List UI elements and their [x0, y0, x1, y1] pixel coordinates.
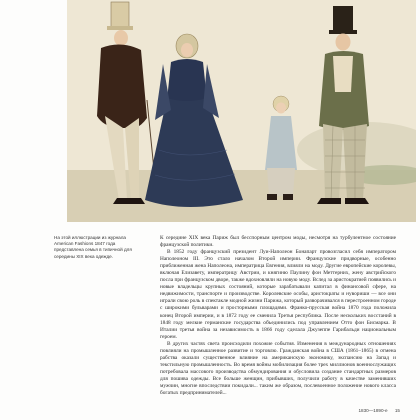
body-text: [160, 235, 396, 397]
hat-brim-right: [329, 30, 357, 34]
illustration-caption: [54, 235, 140, 260]
waistcoat-right: [333, 56, 353, 92]
shoe-right-2: [345, 198, 369, 204]
top-hat-right: [333, 6, 353, 32]
bodice: [167, 59, 207, 103]
page-number: 15: [394, 408, 400, 413]
face-left: [114, 30, 128, 46]
child-shoe-2: [283, 194, 293, 200]
fashion-plate-svg: [67, 0, 416, 222]
page-footer: [330, 408, 400, 413]
top-hat-left: [111, 2, 129, 28]
shoe-right-1: [317, 198, 341, 204]
paragraph-2: В 1852 году французский президент Луи-Наполеон Бонапарт провозгласил себя императором Наполеоном III. Это стало началом Второй империи. Французские придворные, особенно приближенная жена Наполеона, императрица Евгения, влияли на моду. Другие европейские королевы, включая Елизавету, императрицу Австрии, и княгиню Паулину фон Меттерних, жену австрийского посла при французском дворе, также вдохновляли на новую моду. Вслед за аристократией появились и новые владельцы крупных состояний, которые зарабатывали капитал в финансовой сфере, на недвижимости, транспорте и производстве. Королевские особы, аристократы и нувориши — все они играли свою роль в спектакле модной жизни Парижа, который разворачивался в перестроенном городе с широкими бульварами и просторными площадями. Франко-прусская война 1870 года положила конец Второй империи, и в 1872 году ее сменила Третья республика. После нескольких восстаний в 1848 году мелкие германские государства объединились под управлением Отто фон Бисмарка. В Италии третья война за независимость в 1866 году сделала Джузеппе Гарибальди национальным героем.: [160, 249, 396, 340]
face-woman: [181, 43, 193, 57]
paragraph-1: К середине XIX века Париж был бесспорным центром моды, несмотря на турбулентное состояние французской политики.: [160, 235, 396, 249]
caption-text: На этой иллюстрации из журнала American Fashions 1847 года представлена семья в типичной для середины XIX века одежде.: [54, 235, 132, 259]
child-shoe-1: [267, 194, 277, 200]
coat-left: [97, 44, 147, 128]
section-range: 1830—1890-е: [358, 408, 388, 413]
child-trousers: [267, 168, 295, 196]
hat-brim-left: [107, 26, 133, 30]
child-face: [276, 103, 286, 114]
fashion-plate-illustration: [67, 0, 416, 222]
face-right: [336, 34, 351, 51]
paragraph-3: В других частях света происходили похожие события. Изменения в международных отношениях повлияли на промышленное развитие и торговлю. Гражданская война в США (1861–1865) в отмена рабства оказали существенное влияние на американскую экономику, экспансию на Запад и текстильную промышленность. Во время войны мобилизация более трех миллионов военнослужащих потребовала массового производства обмундирования и обусловила создание стандартных размеров для пошива одежды. Все больше женщин, прибывших, получили работу в качестве заменивших мужчин, многие впоследствии покидали... таким же образом, послевоенное положение нового класса богатых предпринимателей...: [160, 340, 396, 397]
